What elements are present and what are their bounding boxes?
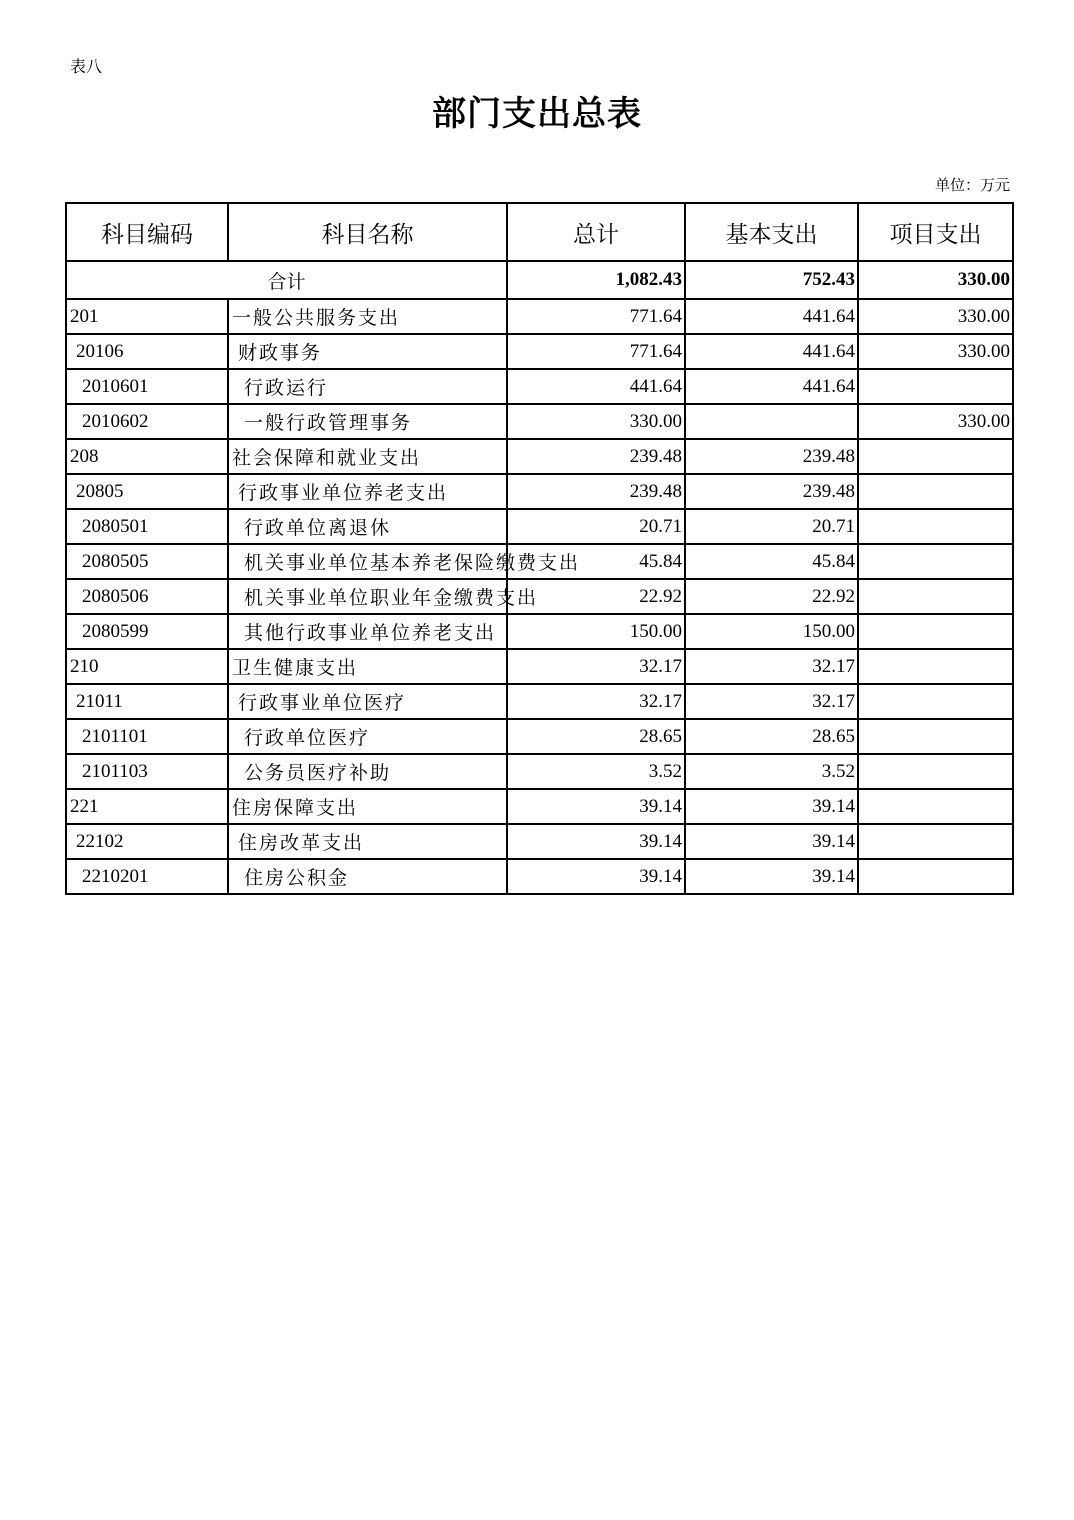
row-total: 32.17 bbox=[507, 649, 685, 684]
row-total: 28.65 bbox=[507, 719, 685, 754]
row-code: 21011 bbox=[66, 684, 228, 719]
row-project bbox=[858, 544, 1013, 579]
row-name: 行政运行 bbox=[228, 369, 507, 404]
table-row bbox=[66, 824, 1013, 859]
row-project bbox=[858, 684, 1013, 719]
header-row bbox=[66, 203, 1013, 261]
row-name: 卫生健康支出 bbox=[228, 649, 507, 684]
row-code: 2010601 bbox=[66, 369, 228, 404]
table-row bbox=[66, 474, 1013, 509]
header-name: 科目名称 bbox=[228, 203, 507, 261]
row-name: 一般公共服务支出 bbox=[228, 299, 507, 334]
row-basic: 150.00 bbox=[685, 614, 858, 649]
row-project bbox=[858, 614, 1013, 649]
row-name: 行政单位离退休 bbox=[228, 509, 507, 544]
table-row bbox=[66, 334, 1013, 369]
row-total: 32.17 bbox=[507, 684, 685, 719]
row-code: 210 bbox=[66, 649, 228, 684]
row-name: 财政事务 bbox=[228, 334, 507, 369]
row-code: 208 bbox=[66, 439, 228, 474]
row-total: 39.14 bbox=[507, 824, 685, 859]
row-total: 441.64 bbox=[507, 369, 685, 404]
row-name: 机关事业单位职业年金缴费支出 bbox=[228, 579, 507, 614]
row-total: 771.64 bbox=[507, 299, 685, 334]
table-row bbox=[66, 509, 1013, 544]
table-row bbox=[66, 859, 1013, 894]
row-code: 22102 bbox=[66, 824, 228, 859]
table-row bbox=[66, 789, 1013, 824]
row-name: 一般行政管理事务 bbox=[228, 404, 507, 439]
row-code: 2080506 bbox=[66, 579, 228, 614]
row-total: 39.14 bbox=[507, 859, 685, 894]
row-basic: 28.65 bbox=[685, 719, 858, 754]
header-basic: 基本支出 bbox=[685, 203, 858, 261]
total-row bbox=[66, 261, 1013, 299]
row-name: 住房保障支出 bbox=[228, 789, 507, 824]
header-total: 总计 bbox=[507, 203, 685, 261]
row-code: 221 bbox=[66, 789, 228, 824]
row-basic: 20.71 bbox=[685, 509, 858, 544]
row-project: 330.00 bbox=[858, 334, 1013, 369]
row-name: 社会保障和就业支出 bbox=[228, 439, 507, 474]
page-title: 部门支出总表 bbox=[432, 94, 642, 134]
row-project bbox=[858, 824, 1013, 859]
row-code: 2210201 bbox=[66, 859, 228, 894]
row-project bbox=[858, 369, 1013, 404]
table-row bbox=[66, 404, 1013, 439]
row-name: 其他行政事业单位养老支出 bbox=[228, 614, 507, 649]
row-project bbox=[858, 509, 1013, 544]
row-basic: 441.64 bbox=[685, 334, 858, 369]
table-row bbox=[66, 544, 1013, 579]
table-row bbox=[66, 719, 1013, 754]
row-basic: 32.17 bbox=[685, 649, 858, 684]
unit-label: 单位：万元 bbox=[934, 176, 1010, 194]
row-code: 201 bbox=[66, 299, 228, 334]
row-total: 239.48 bbox=[507, 474, 685, 509]
row-basic: 39.14 bbox=[685, 789, 858, 824]
row-total: 3.52 bbox=[507, 754, 685, 789]
row-code: 2080501 bbox=[66, 509, 228, 544]
row-project bbox=[858, 579, 1013, 614]
row-name: 机关事业单位基本养老保险缴费支出 bbox=[228, 544, 507, 579]
row-code: 2080599 bbox=[66, 614, 228, 649]
row-code: 20106 bbox=[66, 334, 228, 369]
row-basic: 441.64 bbox=[685, 299, 858, 334]
table-label: 表八 bbox=[70, 57, 103, 76]
row-basic: 3.52 bbox=[685, 754, 858, 789]
expenditure-table bbox=[65, 202, 1014, 895]
row-total: 239.48 bbox=[507, 439, 685, 474]
total-total: 1,082.43 bbox=[507, 261, 685, 299]
row-name: 行政单位医疗 bbox=[228, 719, 507, 754]
table-row bbox=[66, 369, 1013, 404]
total-basic: 752.43 bbox=[685, 261, 858, 299]
row-code: 2101103 bbox=[66, 754, 228, 789]
header-project: 项目支出 bbox=[858, 203, 1013, 261]
row-code: 2010602 bbox=[66, 404, 228, 439]
row-project bbox=[858, 649, 1013, 684]
row-project bbox=[858, 859, 1013, 894]
row-code: 20805 bbox=[66, 474, 228, 509]
table-row bbox=[66, 684, 1013, 719]
row-project bbox=[858, 439, 1013, 474]
row-basic: 239.48 bbox=[685, 474, 858, 509]
table-row bbox=[66, 754, 1013, 789]
table-row bbox=[66, 299, 1013, 334]
row-basic: 22.92 bbox=[685, 579, 858, 614]
row-total: 150.00 bbox=[507, 614, 685, 649]
row-project bbox=[858, 719, 1013, 754]
row-basic: 441.64 bbox=[685, 369, 858, 404]
row-project bbox=[858, 474, 1013, 509]
row-total: 39.14 bbox=[507, 789, 685, 824]
row-basic bbox=[685, 404, 858, 439]
row-project bbox=[858, 754, 1013, 789]
row-basic: 39.14 bbox=[685, 859, 858, 894]
row-basic: 39.14 bbox=[685, 824, 858, 859]
row-name: 公务员医疗补助 bbox=[228, 754, 507, 789]
total-label: 合计 bbox=[66, 261, 507, 299]
row-basic: 45.84 bbox=[685, 544, 858, 579]
total-project: 330.00 bbox=[858, 261, 1013, 299]
row-total: 45.84 bbox=[507, 544, 685, 579]
row-basic: 239.48 bbox=[685, 439, 858, 474]
row-name: 住房公积金 bbox=[228, 859, 507, 894]
row-total: 330.00 bbox=[507, 404, 685, 439]
row-total: 20.71 bbox=[507, 509, 685, 544]
row-project bbox=[858, 789, 1013, 824]
table-row bbox=[66, 579, 1013, 614]
header-code: 科目编码 bbox=[66, 203, 228, 261]
row-project: 330.00 bbox=[858, 299, 1013, 334]
table-row bbox=[66, 439, 1013, 474]
row-name: 行政事业单位养老支出 bbox=[228, 474, 507, 509]
table-row bbox=[66, 649, 1013, 684]
row-code: 2101101 bbox=[66, 719, 228, 754]
row-code: 2080505 bbox=[66, 544, 228, 579]
row-name: 住房改革支出 bbox=[228, 824, 507, 859]
row-total: 22.92 bbox=[507, 579, 685, 614]
row-total: 771.64 bbox=[507, 334, 685, 369]
table-row bbox=[66, 614, 1013, 649]
row-basic: 32.17 bbox=[685, 684, 858, 719]
row-project: 330.00 bbox=[858, 404, 1013, 439]
row-name: 行政事业单位医疗 bbox=[228, 684, 507, 719]
